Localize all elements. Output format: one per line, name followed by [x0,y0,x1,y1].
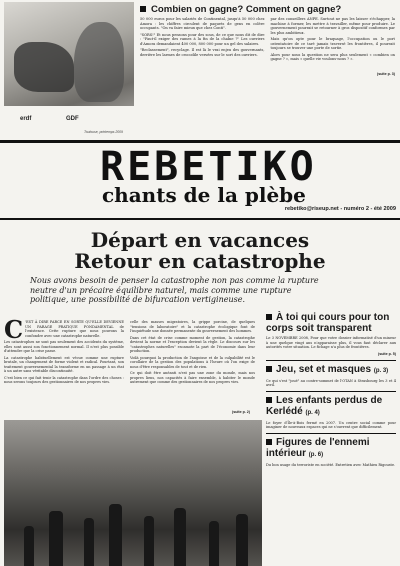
photo-figure [74,22,124,102]
paragraph: par des conseillers ANPE. Surtout ne pas les laisser s'échapper, la machine à former, les mettre à travailler, même pour produire. Le gouvernement pourrait se retourner à gros dispositif conformes par les plus ambitieux. [270,17,395,35]
article-body: Le foyer d'Île-à-Bois fermé en 2007. Un centre social comme pour imaginer de nouveaux espaces qui ne s'ouvrent que difficilement. [266,420,396,429]
article-body: Du bon usage du terroriste en société. Entretien avec Mathieu Rigouste. [266,462,396,467]
paragraph: celle des masses migratoires, la grippe porcine, de quelques "tensions de laboratoire" et la catastrophe écologique font de l'inquiétude une donnée permanente du gouvernement des hommes. [130,320,255,333]
bullet-square-icon [266,397,272,403]
paragraph: Voilà pourquoi la production de l'angoisse et de la culpabilité est le corollaire de la gestion des populations à l'heure où l'on exige de nous d'être responsables de tout et de rien. [130,355,255,369]
paragraph: "SORS!" Et nous pensons pour des sous, de ce que nous dit de dire : "Faut-il exiger des rames à la fin de la chaîne ?" Les ouvriers d'Amora demandaient 400 000, 800 000 pour un gel des salaires. [140,32,265,46]
lead-continued: (suite p. 2) [232,410,250,414]
photo-figure [236,514,248,566]
article-title: Les enfants perdus de Kerlédé (p. 4) [266,394,383,417]
paragraph: Dans cet état de crise comme moment de gestion, la catastrophe devient la norme et l'exception devient la règle. Le discours sur les "catastrophes naturelles" escamote la part de l'économie dans leur production. [130,335,255,353]
bullet-square-icon [266,366,272,372]
combien-article [140,4,395,76]
divider [266,433,396,434]
paragraph: Les catastrophes ne sont pas seulement des accidents du système, elles sont aussi son fonctionnement normal. Il n'est plus possible d'attendre que la crise passe. [4,340,124,353]
photo-figure [49,511,63,566]
lead-headline: Départ en vacances Retour en catastrophe [74,228,326,273]
paragraph: La catastrophe habituellement est vécue comme une rupture brutale, un changement de forme violent et radical. Pourtant, son traitement gouvernemental la transforme en un passage à un état à un autre sans véritable discontinuité. [4,355,124,373]
lead-column-2 [130,320,255,387]
divider [266,360,396,361]
paragraph: 50 000 euros pour les salariés de Continental, jusqu'à 50 000 chez Amora : les chiffres circulent de paquets de gens en colère occupants. "On va faire mieux que chez Conti". [140,17,265,30]
combien-continued: (suite p. 3) [377,71,395,76]
lead-column-1 [4,315,124,387]
photo-figure [144,516,154,566]
combien-column-1 [140,17,265,64]
bottom-photo [4,420,262,566]
newspaper-subtitle: chants de la plèbe [102,183,306,207]
bullet-square-icon [266,314,272,320]
photo-caption: Toulouse, printemps 2009 [84,130,123,134]
combien-title: Combien on gagne? Comment on gagne? [140,4,395,15]
issue-info: rebetiko@riseup.net - numéro 2 - été 2009 [284,206,396,212]
masthead-rule [0,218,400,220]
photo-figure [174,508,186,566]
photo-figure [109,504,122,566]
divider [266,391,396,392]
paragraph: Alors pour nous la question ne sera plus seulement « combien on gagne ? », mais « quelle vie voulons-nous ? ». [270,52,395,61]
gdf-logo: GDF [66,116,79,122]
photo-figure [24,526,34,566]
photo-figure [209,521,219,566]
bullet-square-icon [266,439,272,445]
paragraph: C'est bien ce qui fait tenir la catastrophe dans l'ordre des choses : nous serons toujours des gestionnaires de nos propres vies. [4,375,124,384]
article-body: Le 3 NOVEMBRE 2008, Pour que votre dossier informatisé d'un mineur à une quelque vingt ans n'apparaisse plus, il vous faut déclarer aux autorités votre situation. Le fichage n'a plus de frontières. [266,336,396,349]
erdf-logo: erdf [20,116,32,122]
photo-figure [14,42,74,92]
article-title: À toi qui cours pour ton corps soit transparent [266,312,390,334]
lead-standfirst: Nous avons besoin de penser la catastrophe non pas comme la rupture neutre d'un précaire équilibre naturel, mais comme une rupture politique, une possibilité de bifurcation vertigineuse. [30,276,319,304]
paragraph: C 'EST À DIRE PARCE EN SORTE QU'ELLE DEVIENNE UN PARAGE PRATIQUE PONDAMENTAL de l'existence. Cette rupture que nous pouvons la confondre avec une catastrophe naturelle. [4,315,124,344]
right-column [266,312,396,469]
paragraph: Mais qu'on opte pour le braquage, l'occupation ou le port ostentatoire de ce taré jamais traversé les frontières, il pourrait toujours se trouver une porte de sortie. [270,37,395,50]
article-continued: (suite p. 5) [378,351,396,356]
logo-strip [4,106,134,136]
masthead-rule [0,140,400,143]
article-body: Ce qui s'est "joué" au contre-sommet de l'OTAN à Strasbourg les 3 et 4 avril. [266,378,396,387]
combien-column-2 [271,17,396,64]
paragraph: Ce qui doit être anéanti n'est pas une zone du monde, mais nos propres liens, nos capacités à faire ensemble, à habiter le monde autrement que comme des gestionnaires de nos propres vies. [130,371,255,384]
drop-cap: C [4,315,24,344]
article-title: Jeu, set et masques (p. 3) [266,364,396,377]
bullet-square-icon [140,6,146,12]
newspaper-title: REBETIKO [100,144,317,190]
article-title: Figures de l'ennemi intérieur (p. 6) [266,436,370,459]
photo-figure [84,518,94,566]
top-photo [4,2,134,136]
paragraph: "Reclassement", recyclage. Il est là le vrai enjeu des gouvernants, derrière les larmes de crocodile versées sur le sort des ouvriers. [140,48,265,57]
masthead [0,140,400,222]
